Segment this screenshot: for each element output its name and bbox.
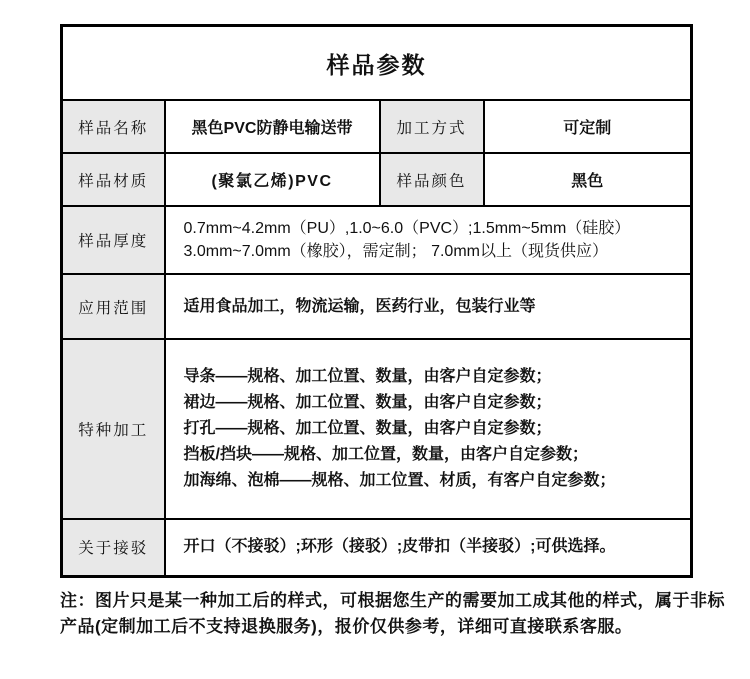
application-range-value <box>165 274 692 339</box>
special-processing-line: 打孔——规格、加工位置、数量，由客户自定参数； <box>183 420 552 437</box>
application-range-label: 应用范围 <box>62 274 165 339</box>
thickness-line: 3.0mm~7.0mm（橡胶），需定制； 7.0mm以上（现货供应） <box>183 243 608 260</box>
processing-method-label: 加工方式 <box>380 100 484 153</box>
table-title: 样品参数 <box>62 26 692 101</box>
joint-info-line: 开口（不接驳）;环形（接驳）;皮带扣（半接驳）;可供选择。 <box>183 538 616 556</box>
special-processing-line: 导条——规格、加工位置、数量，由客户自定参数； <box>183 368 552 385</box>
processing-method-value: 可定制 <box>484 100 692 153</box>
special-processing-value <box>165 339 692 519</box>
sample-color-value: 黑色 <box>484 153 692 206</box>
footer-note-line: 产品(定制加工后不支持退换服务)，报价仅供参考，详细可直接联系客服。 <box>60 617 633 636</box>
sample-thickness-value <box>165 206 692 274</box>
spec-table <box>60 24 693 578</box>
joint-info-label: 关于接驳 <box>62 519 165 576</box>
thickness-line: 0.7mm~4.2mm（PU）,1.0~6.0（PVC）;1.5mm~5mm（硅胶） <box>183 220 631 237</box>
special-processing-line: 加海绵、泡棉——规格、加工位置、材质，有客户自定参数； <box>183 472 616 489</box>
special-processing-line: 裙边——规格、加工位置、数量，由客户自定参数； <box>183 394 552 411</box>
sample-thickness-label: 样品厚度 <box>62 206 165 274</box>
sample-name-label: 样品名称 <box>62 100 165 153</box>
sample-material-value: (聚氯乙烯)PVC <box>165 153 380 206</box>
footer-note-line: 注：图片只是某一种加工后的样式，可根据您生产的需要加工成其他的样式，属于非标 <box>60 591 725 610</box>
joint-info-value <box>165 519 692 576</box>
sample-material-label: 样品材质 <box>62 153 165 206</box>
special-processing-line: 挡板/挡块——规格、加工位置，数量，由客户自定参数； <box>183 446 588 463</box>
sample-name-value: 黑色PVC防静电输送带 <box>165 100 380 153</box>
footer-note <box>60 588 740 640</box>
sample-color-label: 样品颜色 <box>380 153 484 206</box>
application-line: 适用食品加工，物流运输，医药行业，包装行业等 <box>183 297 536 315</box>
special-processing-label: 特种加工 <box>62 339 165 519</box>
